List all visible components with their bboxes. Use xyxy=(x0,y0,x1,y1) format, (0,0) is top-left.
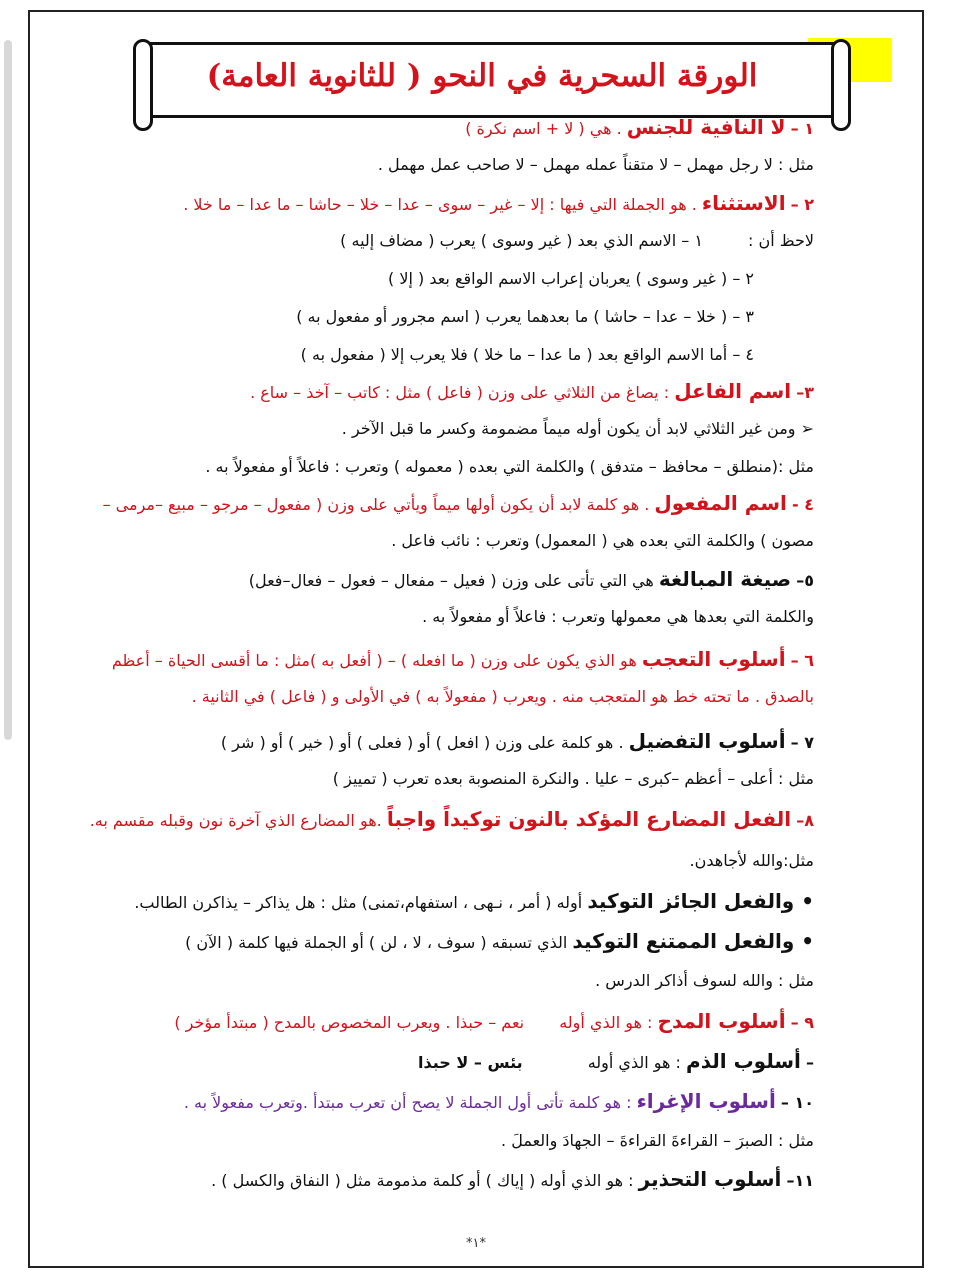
page-number: *١* xyxy=(466,1236,486,1251)
arrow-bullet-icon: ➢ xyxy=(800,419,814,438)
section-7-heading: أسلوب التفضيل xyxy=(628,729,786,753)
section-3-rule: ➢ ومن غير الثلاثي لابد أن يكون أوله ميماً مضمومة وكسر ما قبل الآخر . xyxy=(341,419,814,438)
section-8: ٨– الفعل المضارع المؤكد بالنون توكيداً واجباً .هو المضارع الذي آخرة نون وقبله مقسم به. xyxy=(89,807,814,831)
section-1-example: مثل : لا رجل مهمل – لا متقناً عمله مهمل – لا صاحب عمل مهمل . xyxy=(377,155,814,174)
section-9-dhamm-heading: أسلوب الذم xyxy=(686,1049,801,1073)
section-2-note-1: لاحظ أن : ١ – الاسم الذي بعد ( غير وسوى ) يعرب ( مضاف إليه ) xyxy=(340,231,814,250)
section-8-bullet-1: • والفعل الجائز التوكيد أوله ( أمر ، نـهى ، استفهام،تمنى) مثل : هل يذاكر – يذاكرن الطالب. xyxy=(134,889,814,913)
section-3-heading: اسم الفاعل xyxy=(674,379,792,403)
section-1-heading: لا النافية للجنس xyxy=(626,115,786,139)
section-10-example: مثل : الصبرَ – القراءةَ القراءةَ – الجهادَ والعملَ . xyxy=(501,1131,814,1150)
section-5: ٥– صيغة المبالغة هي التي تأتى على وزن ( فعيل – مفعال – فعول – فعال–فعل) xyxy=(248,567,814,591)
section-9-dhamm: – أسلوب الذم : هو الذي أوله بئس – لا حبذا xyxy=(418,1049,814,1073)
section-4: ٤ - اسم المفعول . هو كلمة لابد أن يكون أولها ميماً ويأتي على وزن ( مفعول – مرجو – مبيع –مرمى – xyxy=(102,491,814,515)
section-5-heading: صيغة المبالغة xyxy=(658,567,792,591)
section-8-example-2: مثل : والله لسوف أذاكر الدرس . xyxy=(595,971,814,990)
section-11-heading: أسلوب التحذير xyxy=(638,1167,782,1191)
section-7-example: مثل : أعلى – أعظم –كبرى – عليا . والنكرة المنصوبة بعده تعرب ( تمييز ) xyxy=(332,769,814,788)
section-11: ١١– أسلوب التحذير : هو الذي أوله ( إياك ) أو كلمة مذمومة مثل ( النفاق والكسل ) . xyxy=(211,1167,814,1191)
section-6-continuation: بالصدق . ما تحته خط هو المتعجب منه . ويعرب ( مفعولاً به ) في الأولى و ( فاعل ) في الثانية . xyxy=(191,687,814,706)
section-2: ٢ – الاستثناء . هو الجملة التي فيها : إلا – غير – سوى – عدا – خلا – حاشا – ما عدا – ما خلا . xyxy=(183,191,814,215)
section-5-continuation: والكلمة التي بعدها هي معمولها وتعرب : فاعلاً أو مفعولاً به . xyxy=(422,607,814,626)
document-page xyxy=(28,10,924,1268)
section-3: ٣– اسم الفاعل : يصاغ من الثلاثي على وزن ( فاعل ) مثل : كاتب – آخذ – ساع . xyxy=(250,379,814,403)
section-2-note-3: ٣ – ( خلا – عدا – حاشا ) ما بعدهما يعرب ( اسم مجرور أو مفعول به ) xyxy=(296,307,754,326)
section-10: ١٠ – أسلوب الإغراء : هو كلمة تأتى أول الجملة لا يصح أن تعرب مبتدأ .وتعرب مفعولاً به . xyxy=(183,1089,814,1113)
section-4-continuation: مصون ) والكلمة التي بعده هي ( المعمول) وتعرب : نائب فاعل . xyxy=(391,531,814,550)
title-scroll-banner xyxy=(142,42,842,118)
section-4-heading: اسم المفعول xyxy=(654,491,787,515)
note-label: لاحظ أن : xyxy=(748,231,814,250)
section-6-heading: أسلوب التعجب xyxy=(641,647,786,671)
scrollbar[interactable] xyxy=(4,40,12,740)
section-2-heading: الاستثناء xyxy=(701,191,786,215)
section-9: ٩ – أسلوب المدح : هو الذي أوله نعم – حبذا . ويعرب المخصوص بالمدح ( مبتدأ مؤخر ) xyxy=(174,1009,814,1033)
section-8-heading: الفعل المضارع المؤكد بالنون توكيداً واجباً xyxy=(386,807,792,831)
section-8-example: مثل:والله لأجاهدن. xyxy=(689,851,814,870)
section-7: ٧ – أسلوب التفضيل . هو كلمة على وزن ( افعل ) أو ( فعلى ) أو ( خير ) أو ( شر ) xyxy=(220,729,814,753)
section-1: ١ – لا النافية للجنس . هي ( لا + اسم نكرة ) xyxy=(465,115,814,139)
section-8-bullet-2: • والفعل الممتنع التوكيد الذي تسبقه ( سوف ، لا ، لن ) أو الجملة فيها كلمة ( الآن ) xyxy=(185,929,814,953)
section-6: ٦ – أسلوب التعجب هو الذي يكون على وزن ( ما افعله ) – ( أفعل به )مثل : ما أقسى الحياة – أعظم xyxy=(111,647,814,671)
section-3-example: مثل :(منطلق – محافظ – متدفق ) والكلمة التي بعده ( معموله ) وتعرب : فاعلاً أو مفعولاً به . xyxy=(205,457,814,476)
section-10-heading: أسلوب الإغراء xyxy=(636,1089,776,1113)
section-2-note-4: ٤ – أما الاسم الواقع بعد ( ما عدا – ما خلا ) فلا يعرب إلا ( مفعول به ) xyxy=(300,345,754,364)
section-9-heading: أسلوب المدح xyxy=(657,1009,786,1033)
section-2-note-2: ٢ – ( غير وسوى ) يعربان إعراب الاسم الواقع بعد ( إلا ) xyxy=(388,269,754,288)
page-title: الورقة السحرية في النحو ( للثانوية العامة) xyxy=(206,58,758,94)
